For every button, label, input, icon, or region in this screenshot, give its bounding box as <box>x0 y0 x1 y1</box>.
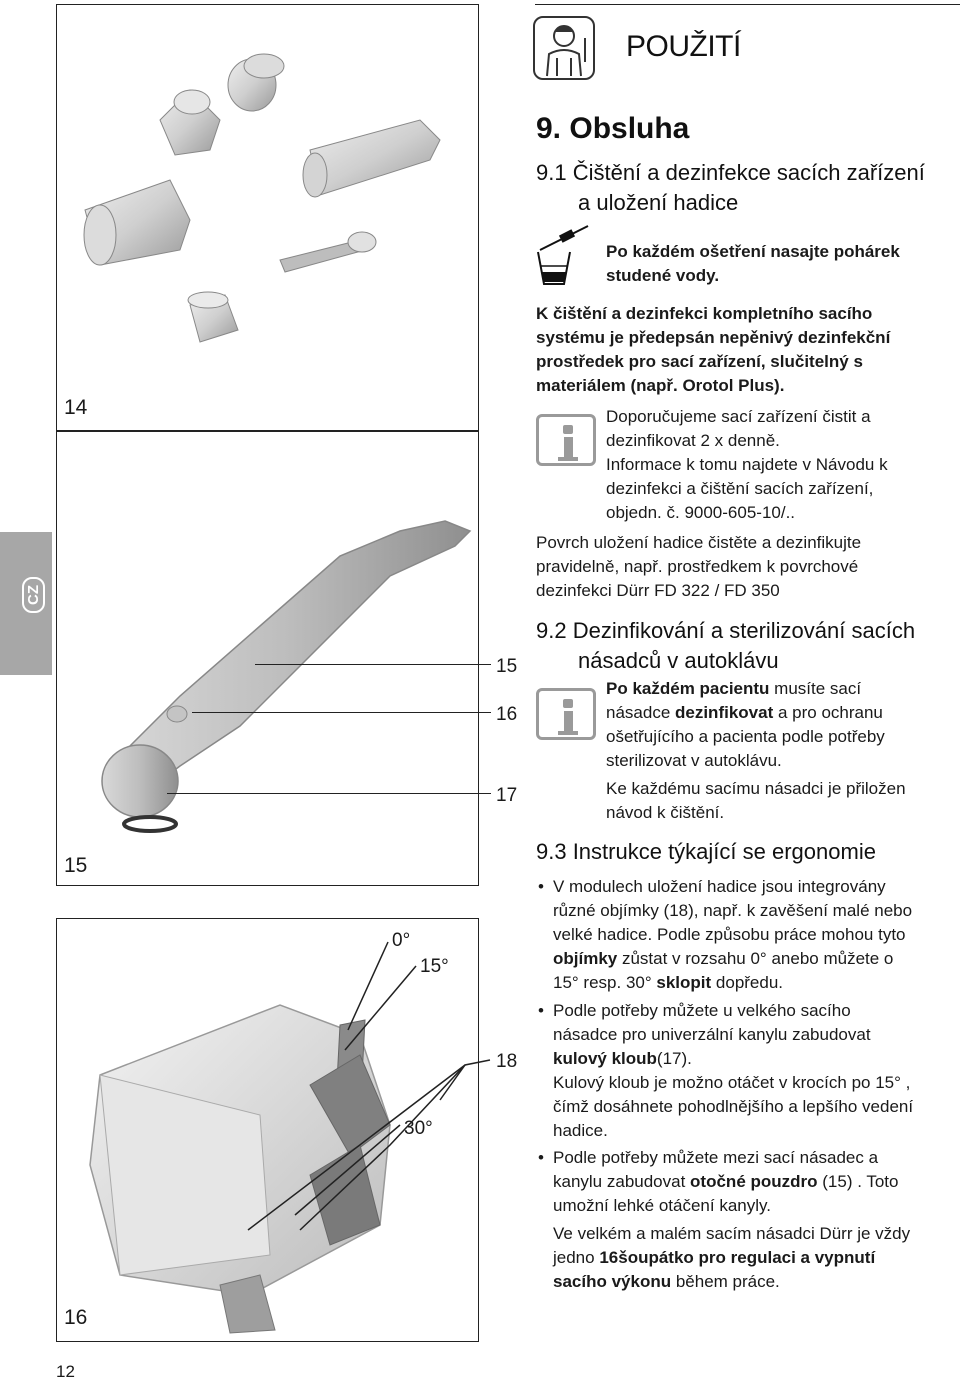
bullet-line: jedno 16šoupátko pro regulaci a vypnutí <box>553 1248 876 1267</box>
section-9-title: 9. Obsluha <box>536 112 690 145</box>
language-badge <box>15 573 51 617</box>
note-line: Ke každému sacímu násadci je přiložen <box>606 779 906 798</box>
leader-line-15 <box>255 664 491 665</box>
section-9-1-title <box>536 158 925 218</box>
callout-17: 17 <box>496 785 518 806</box>
ergonomics-bullet-swivel-sleeve <box>553 1146 910 1294</box>
info-line: Doporučujeme sací zařízení čistit a <box>606 407 871 426</box>
nozzle-part <box>303 120 440 197</box>
bullet-line: Kulový kloub je možno otáčet v krocích po 15° , <box>553 1073 911 1092</box>
bullet-line: kulový kloub(17). <box>553 1049 692 1068</box>
note-line: návod k čištění. <box>606 803 725 822</box>
info-line: Informace k tomu najdete v Návodu k <box>606 455 888 474</box>
leader-line-17 <box>167 793 491 794</box>
callout-15: 15 <box>496 656 518 677</box>
flush-cup-icon <box>530 222 600 286</box>
header-rule <box>535 4 960 5</box>
slider-part <box>280 232 376 272</box>
technician-icon <box>533 16 595 80</box>
note-line: sterilizovat v autoklávu. <box>606 751 782 770</box>
surface-paragraph <box>536 531 861 603</box>
bullet-line: objímky zůstat v rozsahu 0° anebo můžete o <box>553 949 894 968</box>
info-line: dezinfikovat 2 x denně. <box>606 431 780 450</box>
info-icon <box>536 414 596 466</box>
section-9-1-title-line1: 9.1 Čištění a dezinfekce sacích zařízení <box>536 160 925 185</box>
note-line: ošetřujícího a pacienta podle potřeby <box>606 727 885 746</box>
bullet-line: 15° resp. 30° sklopit dopředu. <box>553 973 784 992</box>
info-line: objedn. č. 9000-605-10/.. <box>606 503 796 522</box>
ball-joint <box>102 745 178 817</box>
bullet-marker: • <box>538 1148 544 1167</box>
flush-note-line: Po každém ošetření nasajte pohárek <box>606 242 900 261</box>
bullet-line: Ve velkém a malém sacím násadci Dürr je vždy <box>553 1224 911 1243</box>
ergonomics-bullet-ball-joint <box>553 999 913 1143</box>
section-9-1-title-line2: a uložení hadice <box>578 190 739 215</box>
ergonomics-bullet-collars <box>553 875 912 995</box>
sleeve-part <box>188 292 238 342</box>
bullet-line: sacího výkonu během práce. <box>553 1272 780 1291</box>
body-part <box>84 180 190 265</box>
callout-16: 16 <box>496 704 518 725</box>
suction-tip-parts-illustration <box>60 10 475 425</box>
slider-button <box>167 706 187 722</box>
angle-label-15: 15° <box>420 956 449 977</box>
section-9-2-title-line1: 9.2 Dezinfikování a sterilizování sacích <box>536 618 916 643</box>
leader-line-16 <box>192 712 491 713</box>
figure-15-number: 15 <box>64 854 88 877</box>
info-line: dezinfekci a čištění sacích zařízení, <box>606 479 874 498</box>
elbow-part <box>160 90 220 155</box>
paragraph-line: pravidelně, např. prostředkem k povrchové <box>536 557 859 576</box>
disinfectant-paragraph <box>536 302 890 398</box>
bullet-line: umožní lehké otáčení kanyly. <box>553 1196 771 1215</box>
cleaning-recommendation <box>606 405 888 525</box>
paragraph-line: dezinfekci Dürr FD 322 / FD 350 <box>536 581 780 600</box>
paragraph-line: systému je předepsán nepěnivý dezinfekční <box>536 328 891 347</box>
suction-handpiece-illustration <box>60 436 475 881</box>
paragraph-line: Povrch uložení hadice čistěte a dezinfikujte <box>536 533 862 552</box>
angle-label-30: 30° <box>404 1118 433 1139</box>
bullet-line: kanylu zabudovat otočné pouzdro (15) . Toto <box>553 1172 899 1191</box>
page-number: 12 <box>56 1362 75 1380</box>
note-line: násadce dezinfikovat a pro ochranu <box>606 703 883 722</box>
paragraph-line: prostředek pro sací zařízení, slučitelný s <box>536 352 863 371</box>
callout-18: 18 <box>496 1051 518 1072</box>
paragraph-line: materiálem (např. Orotol Plus). <box>536 376 785 395</box>
cap-part <box>228 54 284 111</box>
bullet-line: V modulech uložení hadice jsou integrovány <box>553 877 886 896</box>
info-icon <box>536 688 596 740</box>
figure-14-number: 14 <box>64 396 88 419</box>
bullet-line: čímž dosáhnete pohodlnějšího a lepšího vedení <box>553 1097 914 1116</box>
figure-16-number: 16 <box>64 1306 88 1329</box>
note-line: Po každém pacientu musíte sací <box>606 679 862 698</box>
bullet-line: násadce pro univerzální kanylu zabudovat <box>553 1025 871 1044</box>
section-9-3-title: 9.3 Instrukce týkající se ergonomie <box>536 839 876 864</box>
bullet-marker: • <box>538 877 544 896</box>
page-header-title: POUŽITÍ <box>626 30 741 63</box>
language-label: CZ <box>22 577 45 613</box>
o-ring <box>124 817 176 831</box>
figure-16-leader-lines <box>240 930 500 1250</box>
section-9-2-title-line2: násadců v autoklávu <box>578 648 779 673</box>
paragraph-line: K čištění a dezinfekci kompletního sacího <box>536 304 873 323</box>
bullet-line: Podle potřeby můžete u velkého sacího <box>553 1001 851 1020</box>
bullet-line: Podle potřeby můžete mezi sací násadec a <box>553 1148 879 1167</box>
flush-note <box>606 240 900 288</box>
bullet-line: velké hadice. Podle způsobu práce mohou tyto <box>553 925 906 944</box>
bullet-line: různé objímky (18), např. k zavěšení malé nebo <box>553 901 913 920</box>
bullet-marker: • <box>538 1001 544 1020</box>
bullet-line: hadice. <box>553 1121 608 1140</box>
sterilization-note <box>606 677 906 825</box>
section-9-2-title <box>536 616 915 676</box>
flush-note-line: studené vody. <box>606 266 720 285</box>
angle-label-0: 0° <box>392 930 411 951</box>
